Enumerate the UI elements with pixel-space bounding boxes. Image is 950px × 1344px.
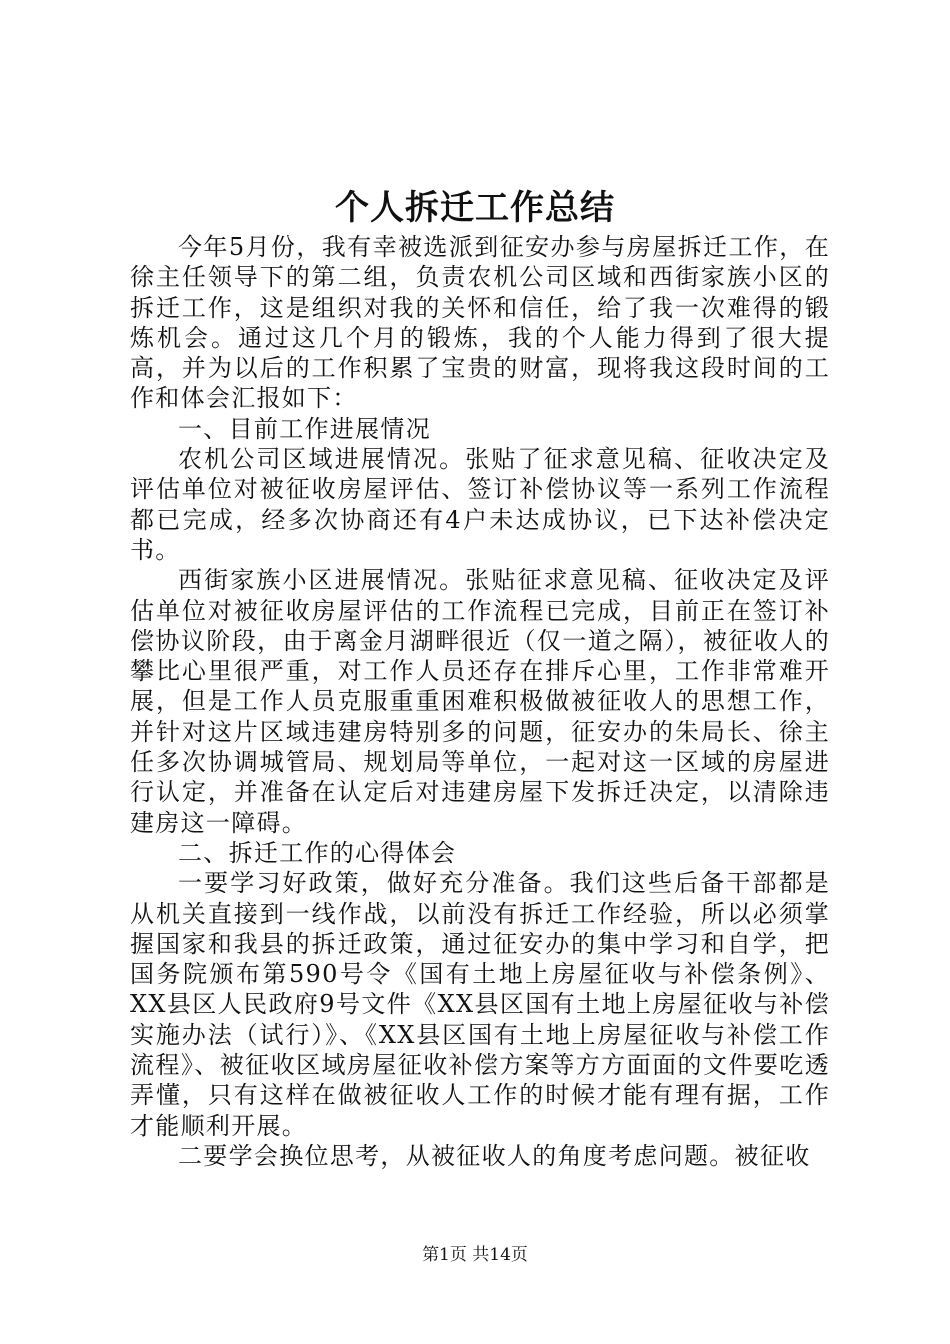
section-heading-progress: 一、目前工作进展情况 [178,414,431,443]
document-title: 个人拆迁工作总结 [335,188,615,228]
document-body [130,232,830,1171]
section-heading-experience: 二、拆迁工作的心得体会 [178,838,457,867]
paragraph-intro: 今年5月份，我有幸被选派到征安办参与房屋拆迁工作，在徐主任领导下的第二组，负责农机公司区域和西街家族小区的拆迁工作，这是组织对我的关怀和信任，给了我一次难得的锻炼机会。通过这几个月的锻炼，我的个人能力得到了很大提高，并为以后的工作积累了宝贵的财富，现将我这段时间的工作和体会汇报如下： [130,233,830,413]
paragraph-empathy: 二要学会换位思考，从被征收人的角度考虑问题。被征收 [178,1141,811,1170]
paragraph-xijie-progress: 西街家族小区进展情况。张贴征求意见稿、征收决定及评估单位对被征收房屋评估的工作流程已完成，目前正在签订补偿协议阶段，由于离金月湖畔很近（仅一道之隔），被征收人的攀比心里很严重，对工作人员还存在排斥心里，工作非常难开展，但是工作人员克服重重困难积极做被征收人的思想工作，并针对这片区域违建房特别多的问题，征安办的朱局长、徐主任多次协调城管局、规划局等单位，一起对这一区域的房屋进行认定，并准备在认定后对违建房屋下发拆迁决定，以清除违建房这一障碍。 [130,566,830,837]
paragraph-study-policy: 一要学习好政策，做好充分准备。我们这些后备干部都是从机关直接到一线作战，以前没有拆迁工作经验，所以必须掌握国家和我县的拆迁政策，通过征安办的集中学习和自学，把国务院颁布第590号令《国有土地上房屋征收与补偿条例》、XX县区人民政府9号文件《XX县区国有土地上房屋征收与补偿实施办法（试行）》、《XX县区国有土地上房屋征收与补偿工作流程》、被征收区域房屋征收补偿方案等方方面面的文件要吃透弄懂，只有这样在做被征收人工作的时候才能有理有据，工作才能顺利开展。 [130,869,830,1140]
page-footer: 第1页 共14页 [422,1245,528,1265]
paragraph-nongji-progress: 农机公司区域进展情况。张贴了征求意见稿、征收决定及评估单位对被征收房屋评估、签订补偿协议等一系列工作流程都已完成，经多次协商还有4户未达成协议，已下达补偿决定书。 [130,445,830,564]
